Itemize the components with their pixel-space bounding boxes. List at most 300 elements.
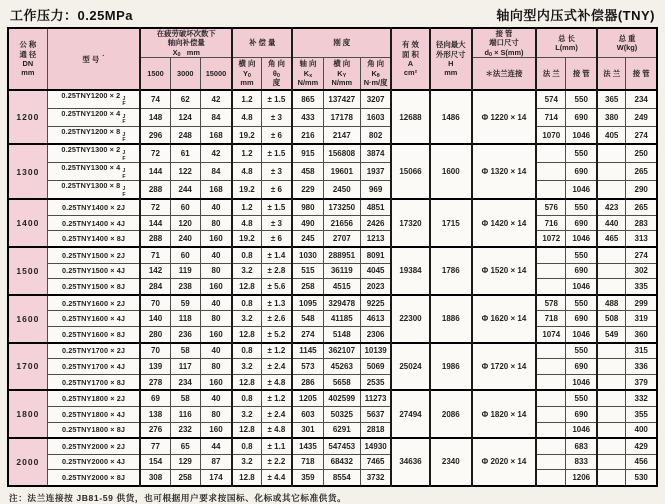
table-row bbox=[8, 422, 657, 438]
length-flange-cell: 718 bbox=[536, 311, 566, 327]
x3000-cell: 60 bbox=[170, 199, 200, 215]
x1500-cell: 284 bbox=[140, 279, 170, 295]
k-lateral-cell: 50325 bbox=[323, 406, 360, 422]
model-cell: 0.25TNY1500 × 4J bbox=[47, 263, 140, 279]
area-cell: 19384 bbox=[391, 247, 429, 295]
angular-cell: ± 4.8 bbox=[261, 374, 292, 390]
lateral-cell: 1.2 bbox=[232, 90, 261, 108]
model-cell: 0.25TNY2000 × 4J bbox=[47, 454, 140, 470]
table-row bbox=[8, 311, 657, 327]
k-angular-cell: 2535 bbox=[360, 374, 391, 390]
weight-pipe-cell: 360 bbox=[626, 326, 657, 342]
k-lateral-cell: 402599 bbox=[323, 390, 360, 406]
length-pipe-cell: 1046 bbox=[566, 326, 597, 342]
k-lateral-cell: 21656 bbox=[323, 215, 360, 231]
weight-pipe-cell: 274 bbox=[626, 247, 657, 263]
h-cell: 1786 bbox=[430, 247, 472, 295]
pipe-size-cell: Φ 1420 × 14 bbox=[472, 199, 536, 247]
col-header-k-angular: 角 向 $K_\theta$ N·m/度 bbox=[360, 57, 391, 90]
angular-cell: ± 2.2 bbox=[261, 454, 292, 470]
length-flange-cell bbox=[536, 343, 566, 359]
weight-flange-cell: 423 bbox=[597, 199, 626, 215]
x1500-cell: 142 bbox=[140, 263, 170, 279]
model-cell: 0.25TNY1300 × 4 J F bbox=[47, 163, 140, 181]
k-axial-cell: 573 bbox=[292, 359, 323, 375]
x3000-cell: 234 bbox=[170, 374, 200, 390]
k-angular-cell: 2306 bbox=[360, 326, 391, 342]
dn-cell: 1700 bbox=[8, 343, 47, 391]
table-row bbox=[8, 279, 657, 295]
k-angular-cell: 8091 bbox=[360, 247, 391, 263]
weight-flange-cell bbox=[597, 422, 626, 438]
weight-flange-cell: 365 bbox=[597, 90, 626, 108]
table-row bbox=[8, 181, 657, 199]
length-flange-cell bbox=[536, 406, 566, 422]
angular-cell: ± 1.1 bbox=[261, 438, 292, 454]
model-cell: 0.25TNY1500 × 8J bbox=[47, 279, 140, 295]
k-angular-cell: 14930 bbox=[360, 438, 391, 454]
x15000-cell: 40 bbox=[200, 199, 232, 215]
x3000-cell: 119 bbox=[170, 263, 200, 279]
table-row bbox=[8, 438, 657, 454]
weight-pipe-cell: 313 bbox=[626, 231, 657, 247]
model-jf-fraction: J F bbox=[122, 95, 126, 108]
k-lateral-cell: 17178 bbox=[323, 108, 360, 126]
angular-cell: ± 3 bbox=[261, 163, 292, 181]
model-cell: 0.25TNY1200 × 8 J F bbox=[47, 126, 140, 144]
k-axial-cell: 515 bbox=[292, 263, 323, 279]
k-angular-cell: 1213 bbox=[360, 231, 391, 247]
col-header-radial-size: 径向最大 外形尺寸 H mm bbox=[430, 28, 472, 90]
model-jf-fraction: J F bbox=[122, 131, 126, 144]
x3000-cell: 258 bbox=[170, 470, 200, 486]
length-flange-cell bbox=[536, 454, 566, 470]
x3000-cell: 59 bbox=[170, 295, 200, 311]
lateral-cell: 4.8 bbox=[232, 215, 261, 231]
x1500-cell: 77 bbox=[140, 438, 170, 454]
k-angular-cell: 4851 bbox=[360, 199, 391, 215]
length-pipe-cell: 690 bbox=[566, 263, 597, 279]
x1500-cell: 72 bbox=[140, 199, 170, 215]
angular-cell: ± 1.5 bbox=[261, 90, 292, 108]
col-header-dn: 公 称 通 径 DN mm bbox=[8, 28, 47, 90]
x15000-cell: 160 bbox=[200, 374, 232, 390]
h-cell: 1986 bbox=[430, 343, 472, 391]
length-pipe-cell: 550 bbox=[566, 90, 597, 108]
length-pipe-cell: 550 bbox=[566, 390, 597, 406]
product-title: 轴向型内压式补偿器(TNY) bbox=[496, 8, 655, 23]
weight-flange-cell bbox=[597, 454, 626, 470]
length-pipe-cell: 1046 bbox=[566, 422, 597, 438]
x1500-cell: 308 bbox=[140, 470, 170, 486]
x1500-cell: 70 bbox=[140, 295, 170, 311]
lateral-cell: 0.8 bbox=[232, 343, 261, 359]
length-flange-cell bbox=[536, 359, 566, 375]
pipe-size-cell: Φ 1220 × 14 bbox=[472, 90, 536, 145]
x1500-cell: 140 bbox=[140, 311, 170, 327]
pipe-size-cell: Φ 1520 × 14 bbox=[472, 247, 536, 295]
weight-flange-cell bbox=[597, 144, 626, 162]
col-header-cycles-1500: 1500 bbox=[140, 57, 170, 90]
weight-flange-cell: 549 bbox=[597, 326, 626, 342]
angular-cell: ± 2.4 bbox=[261, 359, 292, 375]
weight-flange-cell bbox=[597, 390, 626, 406]
x3000-cell: 117 bbox=[170, 359, 200, 375]
k-axial-cell: 603 bbox=[292, 406, 323, 422]
k-angular-cell: 2818 bbox=[360, 422, 391, 438]
dn-cell: 1500 bbox=[8, 247, 47, 295]
weight-pipe-cell: 335 bbox=[626, 279, 657, 295]
weight-flange-cell bbox=[597, 374, 626, 390]
lateral-cell: 0.8 bbox=[232, 438, 261, 454]
x15000-cell: 40 bbox=[200, 295, 232, 311]
angular-cell: ± 3 bbox=[261, 215, 292, 231]
k-lateral-cell: 2147 bbox=[323, 126, 360, 144]
model-cell: 0.25TNY1300 × 8 J F bbox=[47, 181, 140, 199]
weight-pipe-cell: 265 bbox=[626, 199, 657, 215]
x3000-cell: 240 bbox=[170, 231, 200, 247]
k-axial-cell: 286 bbox=[292, 374, 323, 390]
angular-cell: ± 3 bbox=[261, 108, 292, 126]
k-lateral-cell: 156808 bbox=[323, 144, 360, 162]
h-cell: 1715 bbox=[430, 199, 472, 247]
area-cell: 17320 bbox=[391, 199, 429, 247]
area-cell: 25024 bbox=[391, 343, 429, 391]
length-pipe-cell: 1046 bbox=[566, 279, 597, 295]
length-pipe-cell: 690 bbox=[566, 108, 597, 126]
model-cell: 0.25TNY2000 × 8J bbox=[47, 470, 140, 486]
x3000-cell: 248 bbox=[170, 126, 200, 144]
k-lateral-cell: 173250 bbox=[323, 199, 360, 215]
k-lateral-cell: 4515 bbox=[323, 279, 360, 295]
model-cell: 0.25TNY1600 × 4J bbox=[47, 311, 140, 327]
model-cell: 0.25TNY1700 × 4J bbox=[47, 359, 140, 375]
x1500-cell: 288 bbox=[140, 231, 170, 247]
length-pipe-cell: 833 bbox=[566, 454, 597, 470]
k-lateral-cell: 45263 bbox=[323, 359, 360, 375]
col-header-model: 型 号 · bbox=[47, 28, 140, 90]
k-lateral-cell: 6291 bbox=[323, 422, 360, 438]
k-axial-cell: 216 bbox=[292, 126, 323, 144]
k-axial-cell: 301 bbox=[292, 422, 323, 438]
x3000-cell: 238 bbox=[170, 279, 200, 295]
angular-cell: ± 2.6 bbox=[261, 311, 292, 327]
k-angular-cell: 4613 bbox=[360, 311, 391, 327]
k-lateral-cell: 2707 bbox=[323, 231, 360, 247]
k-angular-cell: 1937 bbox=[360, 163, 391, 181]
weight-pipe-cell: 290 bbox=[626, 181, 657, 199]
lateral-cell: 12.8 bbox=[232, 279, 261, 295]
length-flange-cell: 576 bbox=[536, 199, 566, 215]
footnote: 注：法兰连接按 JB81-59 供货，也可根据用户要求按国标、化标或其它标准供货。 bbox=[9, 492, 347, 503]
angular-cell: ± 4.4 bbox=[261, 470, 292, 486]
table-row bbox=[8, 374, 657, 390]
working-pressure-label: 工作压力：0.25MPa bbox=[10, 8, 134, 23]
pipe-size-cell: Φ 1720 × 14 bbox=[472, 343, 536, 391]
weight-pipe-cell: 400 bbox=[626, 422, 657, 438]
dn-cell: 1800 bbox=[8, 390, 47, 438]
table-row bbox=[8, 215, 657, 231]
x1500-cell: 148 bbox=[140, 108, 170, 126]
lateral-cell: 3.2 bbox=[232, 359, 261, 375]
dn-cell: 1600 bbox=[8, 295, 47, 343]
col-header-cycles-15000: 15000 bbox=[200, 57, 232, 90]
lateral-cell: 12.8 bbox=[232, 374, 261, 390]
x3000-cell: 236 bbox=[170, 326, 200, 342]
k-lateral-cell: 2450 bbox=[323, 181, 360, 199]
table-row bbox=[8, 470, 657, 486]
k-axial-cell: 548 bbox=[292, 311, 323, 327]
table-row bbox=[8, 343, 657, 359]
table-row bbox=[8, 126, 657, 144]
col-header-flange-connection: ＊法兰连接 bbox=[472, 57, 536, 90]
lateral-cell: 12.8 bbox=[232, 422, 261, 438]
model-note-mark: · bbox=[102, 53, 105, 61]
length-pipe-cell: 1046 bbox=[566, 181, 597, 199]
model-cell: 0.25TNY1600 × 2J bbox=[47, 295, 140, 311]
length-pipe-cell: 690 bbox=[566, 359, 597, 375]
x3000-cell: 58 bbox=[170, 390, 200, 406]
k-angular-cell: 5069 bbox=[360, 359, 391, 375]
col-header-weight-pipe: 接 管 bbox=[626, 57, 657, 90]
length-pipe-cell: 1046 bbox=[566, 231, 597, 247]
x3000-cell: 129 bbox=[170, 454, 200, 470]
model-cell: 0.25TNY1200 × 4 J F bbox=[47, 108, 140, 126]
weight-pipe-cell: 250 bbox=[626, 144, 657, 162]
spec-table bbox=[7, 27, 658, 487]
table-row bbox=[8, 144, 657, 162]
weight-flange-cell: 465 bbox=[597, 231, 626, 247]
x3000-cell: 120 bbox=[170, 215, 200, 231]
col-header-weight-flange: 法 兰 bbox=[597, 57, 626, 90]
k-lateral-cell: 19601 bbox=[323, 163, 360, 181]
k-angular-cell: 7465 bbox=[360, 454, 391, 470]
weight-flange-cell bbox=[597, 263, 626, 279]
x15000-cell: 84 bbox=[200, 108, 232, 126]
x15000-cell: 42 bbox=[200, 144, 232, 162]
pipe-size-cell: Φ 1320 × 14 bbox=[472, 144, 536, 199]
angular-cell: ± 6 bbox=[261, 181, 292, 199]
x15000-cell: 160 bbox=[200, 231, 232, 247]
k-lateral-cell: 36119 bbox=[323, 263, 360, 279]
x15000-cell: 84 bbox=[200, 163, 232, 181]
angular-cell: ± 1.3 bbox=[261, 295, 292, 311]
col-header-lateral: 横 向 $Y_0$ mm bbox=[232, 57, 261, 90]
angular-cell: ± 2.8 bbox=[261, 263, 292, 279]
x1500-cell: 139 bbox=[140, 359, 170, 375]
model-cell: 0.25TNY1600 × 8J bbox=[47, 326, 140, 342]
weight-pipe-cell: 429 bbox=[626, 438, 657, 454]
lateral-cell: 19.2 bbox=[232, 126, 261, 144]
k-axial-cell: 359 bbox=[292, 470, 323, 486]
k-lateral-cell: 362107 bbox=[323, 343, 360, 359]
angular-cell: ± 1.5 bbox=[261, 199, 292, 215]
weight-pipe-cell: 332 bbox=[626, 390, 657, 406]
x3000-cell: 61 bbox=[170, 144, 200, 162]
k-lateral-cell: 5148 bbox=[323, 326, 360, 342]
length-flange-cell: 1072 bbox=[536, 231, 566, 247]
x15000-cell: 160 bbox=[200, 422, 232, 438]
lateral-cell: 12.8 bbox=[232, 470, 261, 486]
dn-cell: 1400 bbox=[8, 199, 47, 247]
table-row bbox=[8, 390, 657, 406]
angular-cell: ± 2.4 bbox=[261, 406, 292, 422]
x3000-cell: 232 bbox=[170, 422, 200, 438]
col-header-pipe-port: 接 管 端口尺寸 $d_0 \times S(mm)$ bbox=[472, 28, 536, 57]
lateral-cell: 3.2 bbox=[232, 311, 261, 327]
length-flange-cell bbox=[536, 181, 566, 199]
length-pipe-cell: 1206 bbox=[566, 470, 597, 486]
h-cell: 2340 bbox=[430, 438, 472, 486]
x15000-cell: 87 bbox=[200, 454, 232, 470]
k-axial-cell: 490 bbox=[292, 215, 323, 231]
x15000-cell: 80 bbox=[200, 215, 232, 231]
weight-flange-cell bbox=[597, 343, 626, 359]
weight-pipe-cell: 530 bbox=[626, 470, 657, 486]
pipe-size-cell: Φ 1820 × 14 bbox=[472, 390, 536, 438]
k-axial-cell: 1205 bbox=[292, 390, 323, 406]
weight-flange-cell bbox=[597, 359, 626, 375]
x1500-cell: 154 bbox=[140, 454, 170, 470]
k-angular-cell: 2023 bbox=[360, 279, 391, 295]
weight-flange-cell bbox=[597, 470, 626, 486]
col-header-length-pipe: 接 管 bbox=[566, 57, 597, 90]
k-axial-cell: 1435 bbox=[292, 438, 323, 454]
x15000-cell: 160 bbox=[200, 279, 232, 295]
k-lateral-cell: 5658 bbox=[323, 374, 360, 390]
weight-pipe-cell: 265 bbox=[626, 163, 657, 181]
weight-pipe-cell: 456 bbox=[626, 454, 657, 470]
k-lateral-cell: 288951 bbox=[323, 247, 360, 263]
angular-cell: ± 5.2 bbox=[261, 326, 292, 342]
col-header-fatigue: 在疲劳破坏次数下 轴向补偿量 $X_0$ mm bbox=[140, 28, 232, 57]
length-pipe-cell: 550 bbox=[566, 199, 597, 215]
lateral-cell: 3.2 bbox=[232, 454, 261, 470]
length-pipe-cell: 1046 bbox=[566, 126, 597, 144]
weight-pipe-cell: 274 bbox=[626, 126, 657, 144]
angular-cell: ± 1.2 bbox=[261, 390, 292, 406]
table-row bbox=[8, 163, 657, 181]
model-cell: 0.25TNY1800 × 2J bbox=[47, 390, 140, 406]
area-cell: 22300 bbox=[391, 295, 429, 343]
table-row bbox=[8, 326, 657, 342]
k-lateral-cell: 329478 bbox=[323, 295, 360, 311]
table-row bbox=[8, 263, 657, 279]
length-flange-cell bbox=[536, 263, 566, 279]
x3000-cell: 116 bbox=[170, 406, 200, 422]
length-flange-cell bbox=[536, 144, 566, 162]
k-angular-cell: 3732 bbox=[360, 470, 391, 486]
table-row bbox=[8, 231, 657, 247]
angular-cell: ± 1.4 bbox=[261, 247, 292, 263]
weight-pipe-cell: 249 bbox=[626, 108, 657, 126]
model-jf-fraction: J F bbox=[122, 113, 126, 126]
model-cell: 0.25TNY1400 × 8J bbox=[47, 231, 140, 247]
weight-flange-cell bbox=[597, 438, 626, 454]
model-jf-fraction: J F bbox=[122, 150, 126, 162]
weight-flange-cell bbox=[597, 181, 626, 199]
x3000-cell: 62 bbox=[170, 90, 200, 108]
model-cell: 0.25TNY1500 × 2J bbox=[47, 247, 140, 263]
model-cell: 0.25TNY1700 × 8J bbox=[47, 374, 140, 390]
lateral-cell: 12.8 bbox=[232, 326, 261, 342]
length-pipe-cell: 550 bbox=[566, 247, 597, 263]
length-pipe-cell: 690 bbox=[566, 406, 597, 422]
area-cell: 12688 bbox=[391, 90, 429, 145]
k-axial-cell: 1145 bbox=[292, 343, 323, 359]
h-cell: 1886 bbox=[430, 295, 472, 343]
dn-cell: 1300 bbox=[8, 144, 47, 199]
weight-flange-cell bbox=[597, 163, 626, 181]
x15000-cell: 42 bbox=[200, 90, 232, 108]
k-angular-cell: 802 bbox=[360, 126, 391, 144]
dn-cell: 1200 bbox=[8, 90, 47, 145]
k-axial-cell: 458 bbox=[292, 163, 323, 181]
x15000-cell: 40 bbox=[200, 343, 232, 359]
x1500-cell: 296 bbox=[140, 126, 170, 144]
col-header-cycles-3000: 3000 bbox=[170, 57, 200, 90]
weight-flange-cell bbox=[597, 406, 626, 422]
angular-cell: ± 1.5 bbox=[261, 144, 292, 162]
length-flange-cell bbox=[536, 247, 566, 263]
weight-flange-cell: 440 bbox=[597, 215, 626, 231]
length-pipe-cell: 683 bbox=[566, 438, 597, 454]
x1500-cell: 72 bbox=[140, 144, 170, 162]
col-header-stiffness: 刚 度 bbox=[292, 28, 391, 57]
x1500-cell: 70 bbox=[140, 343, 170, 359]
x3000-cell: 65 bbox=[170, 438, 200, 454]
length-flange-cell bbox=[536, 422, 566, 438]
table-row bbox=[8, 295, 657, 311]
x1500-cell: 144 bbox=[140, 163, 170, 181]
x15000-cell: 80 bbox=[200, 406, 232, 422]
k-angular-cell: 4045 bbox=[360, 263, 391, 279]
length-pipe-cell: 690 bbox=[566, 163, 597, 181]
col-header-total-length: 总 长 L(mm) bbox=[536, 28, 597, 57]
lateral-cell: 1.2 bbox=[232, 144, 261, 162]
length-flange-cell: 574 bbox=[536, 90, 566, 108]
x1500-cell: 288 bbox=[140, 181, 170, 199]
x15000-cell: 168 bbox=[200, 181, 232, 199]
lateral-cell: 3.2 bbox=[232, 406, 261, 422]
k-lateral-cell: 547453 bbox=[323, 438, 360, 454]
length-flange-cell bbox=[536, 163, 566, 181]
x1500-cell: 71 bbox=[140, 247, 170, 263]
table-row bbox=[8, 359, 657, 375]
x15000-cell: 168 bbox=[200, 126, 232, 144]
x1500-cell: 280 bbox=[140, 326, 170, 342]
x1500-cell: 74 bbox=[140, 90, 170, 108]
area-cell: 15066 bbox=[391, 144, 429, 199]
x15000-cell: 160 bbox=[200, 326, 232, 342]
k-lateral-cell: 8554 bbox=[323, 470, 360, 486]
x15000-cell: 40 bbox=[200, 247, 232, 263]
model-cell: 0.25TNY1800 × 4J bbox=[47, 406, 140, 422]
k-lateral-cell: 68432 bbox=[323, 454, 360, 470]
weight-flange-cell bbox=[597, 279, 626, 295]
length-pipe-cell: 1046 bbox=[566, 374, 597, 390]
length-flange-cell: 578 bbox=[536, 295, 566, 311]
model-jf-fraction: J F bbox=[122, 168, 126, 180]
page-header bbox=[0, 0, 665, 27]
x3000-cell: 58 bbox=[170, 343, 200, 359]
k-angular-cell: 3207 bbox=[360, 90, 391, 108]
header-row-top bbox=[8, 28, 657, 57]
lateral-cell: 19.2 bbox=[232, 231, 261, 247]
k-axial-cell: 274 bbox=[292, 326, 323, 342]
area-cell: 27494 bbox=[391, 390, 429, 438]
col-header-angular: 角 向 $\theta_0$ 度 bbox=[261, 57, 292, 90]
